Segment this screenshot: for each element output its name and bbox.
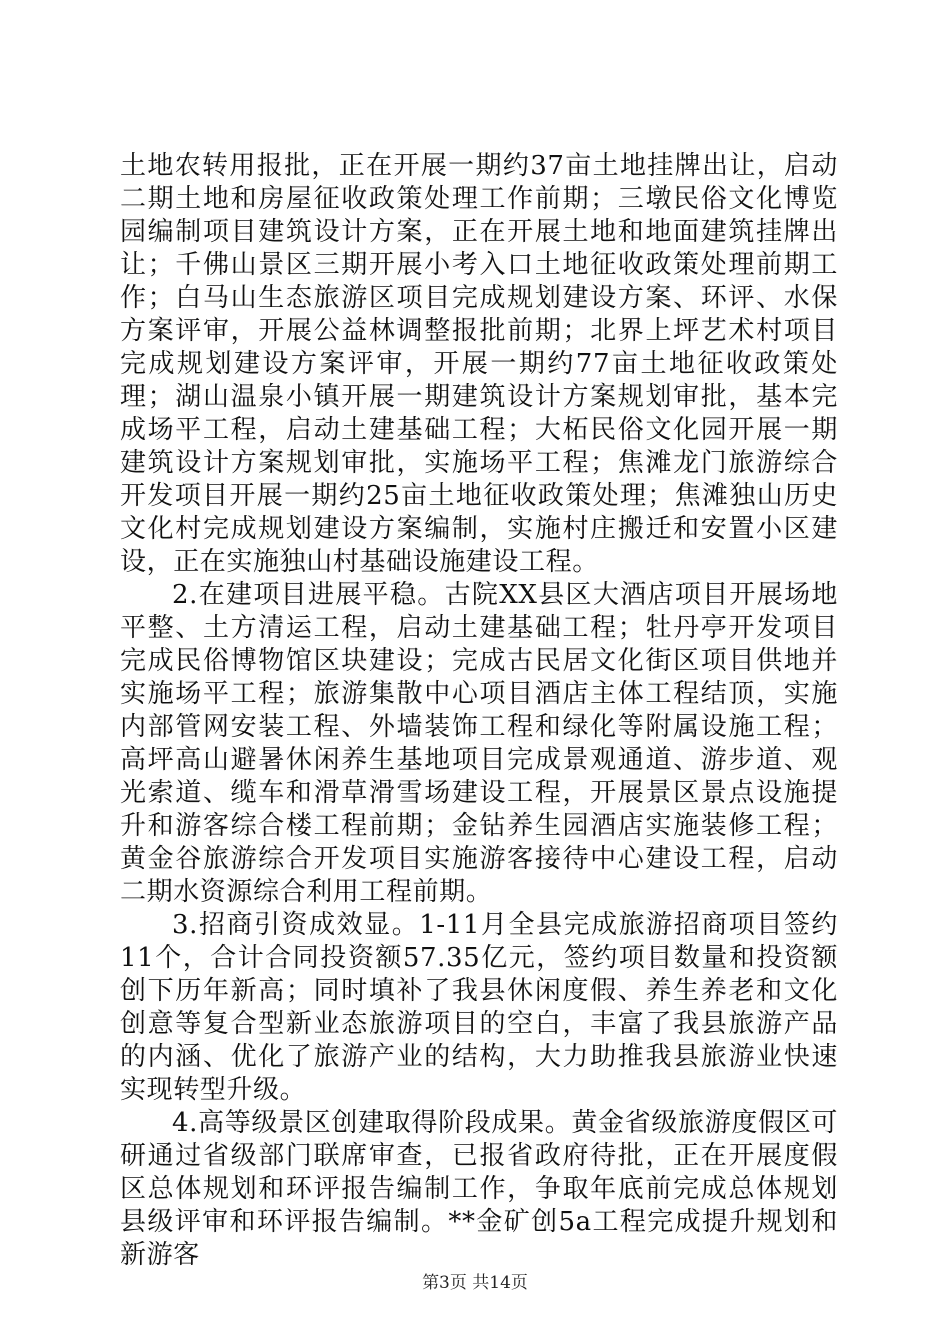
document-body — [120, 150, 838, 1272]
paragraph-continued: 土地农转用报批，正在开展一期约37亩土地挂牌出让，启动二期土地和房屋征收政策处理工作前期；三墩民俗文化博览园编制项目建筑设计方案，正在开展土地和地面建筑挂牌出让；千佛山景区三期开展小考入口土地征收政策处理前期工作；白马山生态旅游区项目完成规划建设方案、环评、水保方案评审，开展公益林调整报批前期；北界上坪艺术村项目完成规划建设方案评审，开展一期约77亩土地征收政策处理；湖山温泉小镇开展一期建筑设计方案规划审批，基本完成场平工程，启动土建基础工程；大柘民俗文化园开展一期建筑设计方案规划审批，实施场平工程；焦滩龙门旅游综合开发项目开展一期约25亩土地征收政策处理；焦滩独山历史文化村完成规划建设方案编制，实施村庄搬迁和安置小区建设，正在实施独山村基础设施建设工程。 — [120, 151, 838, 577]
paragraph-projects-under-construction: 2.在建项目进展平稳。古院XX县区大酒店项目开展场地平整、土方清运工程，启动土建基础工程；牡丹亭开发项目完成民俗博物馆区块建设；完成古民居文化街区项目供地并实施场平工程；旅游集散中心项目酒店主体工程结顶，实施内部管网安装工程、外墙装饰工程和绿化等附属设施工程；高坪高山避暑休闲养生基地项目完成景观通道、游步道、观光索道、缆车和滑草滑雪场建设工程，开展景区景点设施提升和游客综合楼工程前期；金钻养生园酒店实施装修工程；黄金谷旅游综合开发项目实施游客接待中心建设工程，启动二期水资源综合利用工程前期。 — [120, 580, 838, 907]
page-footer: 第3页 共14页 — [422, 1273, 528, 1293]
paragraph-investment-promotion: 3.招商引资成效显。1-11月全县完成旅游招商项目签约11个，合计合同投资额57.35亿元，签约项目数量和投资额创下历年新高；同时填补了我县休闲度假、养生养老和文化创意等复合型新业态旅游项目的空白，丰富了我县旅游产品的内涵、优化了旅游产业的结构，大力助推我县旅游业快速实现转型升级。 — [120, 910, 838, 1105]
paragraph-scenic-area-creation: 4.高等级景区创建取得阶段成果。黄金省级旅游度假区可研通过省级部门联席审查，已报省政府待批，正在开展度假区总体规划和环评报告编制工作，争取年底前完成总体规划县级评审和环评报告编制。**金矿创5a工程完成提升规划和新游客 — [120, 1108, 838, 1270]
